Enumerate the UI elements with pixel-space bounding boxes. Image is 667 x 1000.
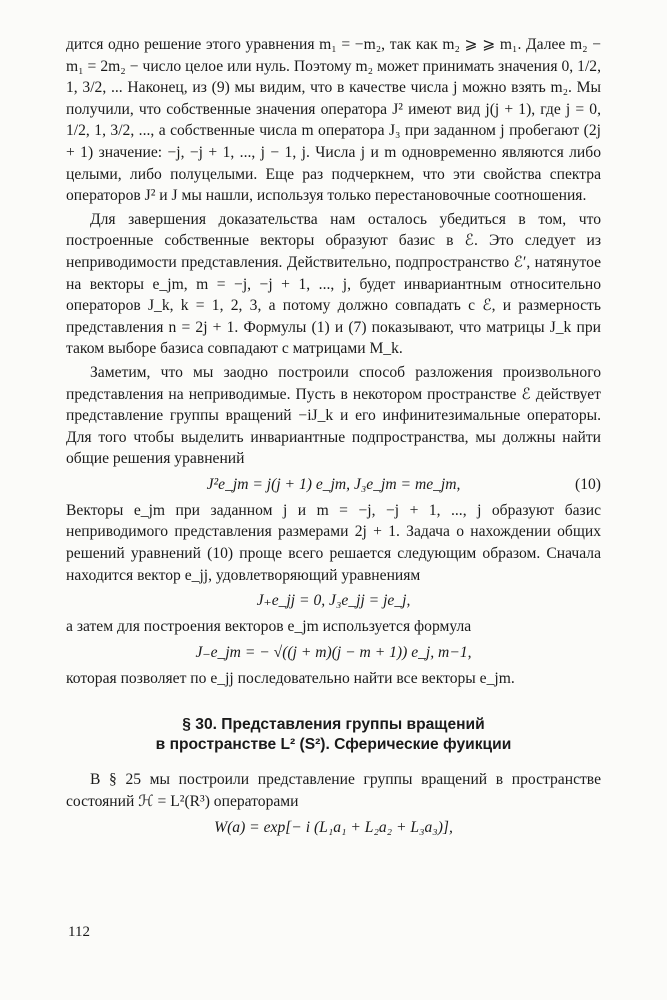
- formula-eigen-equations: [66, 474, 601, 496]
- section-heading-line-2: в пространстве L² (S²). Сферические фуикции: [155, 736, 512, 754]
- paragraph-3: Заметим, что мы заодно построили способ разложения произвольного представления на неприводимые. Пусть в некотором пространстве ℰ действует представление группы вращений −iJ_k и его инфинитезимальные операторы. Для того чтобы выделить инвариантные подпространства, мы должны найти общие решения уравнений: [66, 363, 601, 468]
- paragraph-4: Векторы e_jm при заданном j и m = −j, −j + 1, ..., j образуют базис неприводимого представления размерами 2j + 1. Задача о нахождении общих решений уравнений (10) проще всего решается следующим образом. Сначала находится вектор e_jj, удовлетворяющий уравнениям: [66, 501, 601, 584]
- paragraph-2: Для завершения доказательства нам осталось убедиться в том, что построенные собственные векторы образуют базис в ℰ. Это следует из неприводимости представления. Действительно, подпространство ℰ′, натянутое на векторы e_jm, m = −j, −j + 1, ..., j, будет инвариантным относительно операторов J_k, k = 1, 2, 3, а потому должно совпадать с ℰ, и размерность представления n = 2j + 1. Формулы (1) и (7) показывают, что матрицы J_k при таком выборе базиса совпадают с матрицами M_k.: [66, 210, 601, 358]
- paragraph-5: а затем для построения векторов e_jm используется формула: [66, 618, 472, 636]
- paragraph-1: дится одно решение этого уравнения m₁ = −m₂, так как m₂ ⩾ ⩾ m₁. Далее m₂ − m₁ = 2m₂ − число целое или нуль. Поэтому m₂ может принимать значения 0, 1/2, 1, 3/2, ... Наконец, из (9) мы видим, что в качестве числа j можно взять m₂. Мы получили, что собственные значения оператора J² имеют вид j(j + 1), где j = 0, 1/2, 1, 3/2, ..., а собственные числа m оператора J₃ при заданном j пробегают (2j + 1) значение: −j, −j + 1, ..., j − 1, j. Числа j и m одновременно являются либо целыми, либо полуцелыми. Еще раз подчеркнем, что эти свойства спектра операторов J² и J мы нашли, используя только перестановочные соотношения.: [66, 36, 601, 205]
- section-heading-line-1: § 30. Представления группы вращений: [182, 716, 485, 734]
- formula-lowering: J₋e_jm = − √((j + m)(j − m + 1)) e_j, m−1,: [195, 643, 472, 661]
- equation-number: (10): [575, 475, 601, 493]
- section-heading: [66, 715, 601, 755]
- paragraph-7: В § 25 мы построили представление группы вращений в пространстве состояний ℋ = L²(R³) операторами: [66, 771, 601, 811]
- page-number: 112: [68, 924, 90, 940]
- formula-10-text: J²e_jm = j(j + 1) e_jm, J₃e_jm = me_jm,: [206, 475, 461, 493]
- paragraph-6: которая позволяет по e_jj последовательно найти все векторы e_jm.: [66, 669, 515, 687]
- formula-highest-vector: J₊e_jj = 0, J₃e_jj = je_j,: [256, 592, 411, 610]
- formula-rotation-operator: W(a) = exp[− i (L₁a₁ + L₂a₂ + L₃a₃)],: [214, 818, 453, 836]
